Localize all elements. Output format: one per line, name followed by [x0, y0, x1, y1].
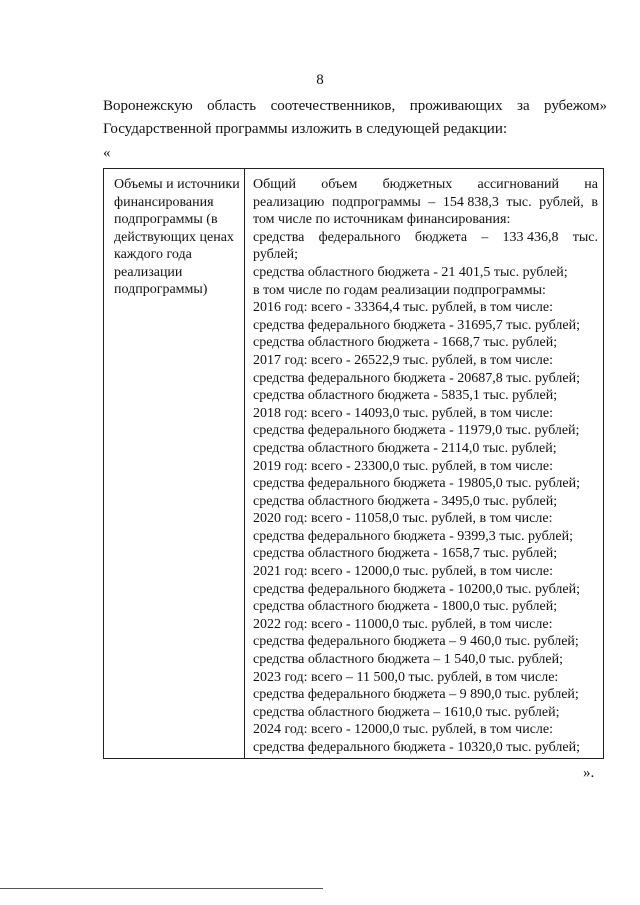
funding-line [253, 229, 598, 247]
funding-line: средства областного бюджета - 1658,7 тыс. рублей; [253, 546, 558, 562]
funding-line: 2020 год: всего - 11058,0 тыс. рублей, в том числе: [253, 511, 553, 527]
funding-line: средства областного бюджета – 1 540,0 тыс. рублей; [253, 652, 563, 668]
funding-line: средства федерального бюджета - 9399,3 тыс. рублей; [253, 528, 573, 544]
funding-line: 2024 год: всего - 12000,0 тыс. рублей, в том числе: [253, 722, 553, 738]
funding-table [103, 168, 604, 759]
funding-line: 2023 год: всего – 11 500,0 тыс. рублей, в том числе: [253, 669, 559, 685]
funding-line [253, 194, 598, 212]
funding-line: средства областного бюджета - 3495,0 тыс. рублей; [253, 493, 558, 509]
funding-line: том числе по источникам финансирования: [253, 212, 511, 228]
funding-word: бюджетных [382, 177, 453, 192]
funding-line: средства федерального бюджета – 9 460,0 тыс. рублей; [253, 634, 579, 650]
funding-line: средства федерального бюджета - 19805,0 тыс. рублей; [253, 476, 580, 492]
funding-line: средства областного бюджета - 2114,0 тыс. рублей; [253, 440, 557, 456]
intro-word: за [517, 98, 530, 114]
funding-line: рублей; [253, 247, 298, 263]
funding-word: Общий [253, 177, 296, 192]
funding-word: 154 838,3 [442, 194, 499, 210]
intro-word: соотечественников, [270, 98, 396, 114]
funding-word: – [428, 194, 436, 210]
funding-word: подпрограммы [331, 194, 421, 210]
funding-line: средства федерального бюджета - 11979,0 тыс. рублей; [253, 423, 580, 439]
funding-word: бюджета [414, 229, 468, 245]
funding-word: объем [321, 177, 358, 192]
funding-line: 2018 год: всего - 14093,0 тыс. рублей, в том числе: [253, 405, 553, 421]
funding-line: средства федерального бюджета - 10200,0 тыс. рублей; [253, 581, 580, 597]
funding-line: средства федерального бюджета – 9 890,0 тыс. рублей; [253, 687, 579, 703]
funding-line: 2022 год: всего - 11000,0 тыс. рублей, в том числе: [253, 616, 553, 632]
funding-word: рублей, [539, 194, 584, 210]
funding-line: 2021 год: всего - 12000,0 тыс. рублей, в том числе: [253, 564, 553, 580]
table-right-cell [245, 169, 603, 758]
funding-word: федерального [318, 229, 401, 245]
funding-line: средства федерального бюджета - 20687,8 тыс. рублей; [253, 370, 580, 386]
funding-word: тыс. [506, 194, 532, 210]
funding-line: средства областного бюджета - 1668,7 тыс. рублей; [253, 335, 558, 351]
intro-word: Воронежскую [103, 98, 193, 114]
intro-word: проживающих [409, 98, 503, 114]
funding-line: средства федерального бюджета - 31695,7 тыс. рублей; [253, 317, 580, 333]
page-number: 8 [316, 72, 324, 88]
funding-line: средства областного бюджета - 21 401,5 тыс. рублей; [253, 264, 568, 280]
funding-word: реализацию [253, 194, 325, 210]
funding-word: средства [253, 229, 305, 245]
funding-word: на [584, 177, 598, 192]
funding-word: 133 436,8 [502, 229, 559, 245]
closing-quote: ». [583, 765, 595, 781]
funding-word: ассигнований [477, 177, 559, 192]
funding-line: 2016 год: всего - 33364,4 тыс. рублей, в том числе: [253, 300, 553, 316]
intro-word: рубежом» [544, 98, 607, 114]
funding-line: 2017 год: всего - 26522,9 тыс. рублей, в том числе: [253, 352, 553, 368]
footer-divider [0, 888, 323, 889]
intro-line-2: Государственной программы изложить в следующей редакции: [103, 121, 508, 137]
opening-quote: « [103, 145, 111, 161]
intro-line-1 [103, 96, 607, 116]
funding-word: в [591, 194, 598, 210]
funding-line: средства областного бюджета – 1610,0 тыс. рублей; [253, 704, 560, 720]
table-left-cell: Объемы и источники финансирования подпрограммы (в действующих ценах каждого года реализации подпрограммы) [104, 169, 245, 758]
funding-line: 2019 год: всего - 23300,0 тыс. рублей, в том числе: [253, 458, 553, 474]
intro-word: область [207, 98, 257, 114]
funding-line: средства областного бюджета - 1800,0 тыс. рублей; [253, 599, 558, 615]
funding-line: средства федерального бюджета - 10320,0 тыс. рублей; [253, 740, 580, 755]
funding-line: в том числе по годам реализации подпрограммы: [253, 282, 546, 298]
funding-line: средства областного бюджета - 5835,1 тыс. рублей; [253, 388, 558, 404]
funding-line [253, 176, 598, 194]
funding-word: – [481, 229, 489, 245]
funding-word: тыс. [572, 229, 598, 245]
